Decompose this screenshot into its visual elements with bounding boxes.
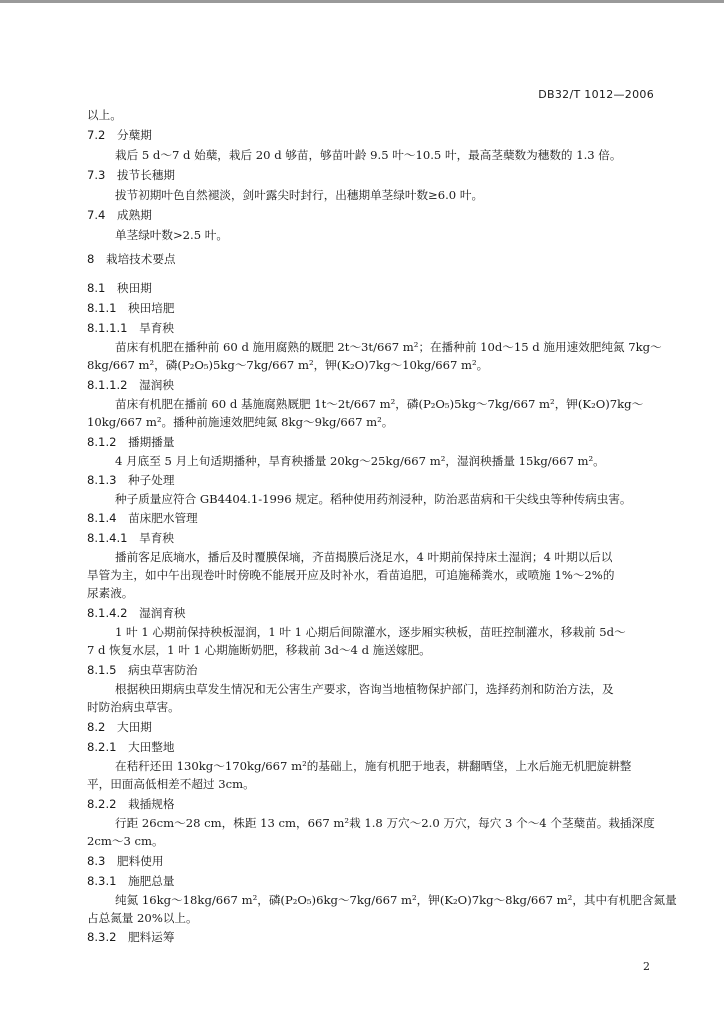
section-heading: 8.2.1 大田整地: [87, 740, 175, 754]
body-line: 旱管为主，如中午出现卷叶时傍晚不能展开应及时补水，看苗追肥，可追施稀粪水，或喷施 1%～2%的: [87, 568, 615, 582]
section-heading: 8.1.5 病虫草害防治: [87, 663, 198, 677]
body-line: 10kg/667 m²。播种前施速效肥纯氮 8kg～9kg/667 m²。: [87, 415, 394, 429]
body-line: 在秸秆还田 130kg～170kg/667 m²的基础上，施有机肥于地表，耕翻晒垡，上水后施无机肥旋耕整: [115, 759, 632, 773]
body-line: 8kg/667 m²，磷(P₂O₅)5kg～7kg/667 m²，钾(K₂O)7kg～10kg/667 m²。: [87, 358, 489, 372]
section-heading: 8.1.2 播期播量: [87, 435, 175, 449]
section-heading: 8.1.4.1 旱育秧: [87, 531, 174, 545]
body-line: 根据秧田期病虫草发生情况和无公害生产要求，咨询当地植物保护部门，选择药剂和防治方法，及: [115, 682, 614, 696]
body-line: 占总氮量 20%以上。: [87, 911, 198, 925]
section-heading: 7.3 拔节长穗期: [87, 168, 176, 182]
body-line: 纯氮 16kg～18kg/667 m²，磷(P₂O₅)6kg～7kg/667 m²，钾(K₂O)7kg～8kg/667 m²，其中有机肥含氮量: [115, 893, 677, 907]
section-heading: 8.3.1 施肥总量: [87, 874, 175, 888]
body-line: 7 d 恢复水层，1 叶 1 心期施断奶肥，移栽前 3d～4 d 施送嫁肥。: [87, 643, 431, 657]
section-heading: 8.3 肥料使用: [87, 854, 164, 868]
section-heading: 8.2.2 栽插规格: [87, 797, 175, 811]
body-line: 2cm～3 cm。: [87, 834, 164, 848]
body-line: 以上。: [87, 108, 122, 122]
section-heading: 8.1.1 秧田培肥: [87, 301, 175, 315]
section-heading: 7.2 分蘖期: [87, 128, 152, 142]
chapter-heading: 8 栽培技术要点: [87, 252, 176, 266]
body-line: 拔节初期叶色自然褪淡，剑叶露尖时封行，出穗期单茎绿叶数≥6.0 叶。: [115, 188, 484, 202]
section-heading: 8.1.4 苗床肥水管理: [87, 511, 198, 525]
section-heading: 7.4 成熟期: [87, 208, 152, 222]
body-line: 苗床有机肥在播种前 60 d 施用腐熟的厩肥 2t～3t/667 m²；在播种前 10d～15 d 施用速效肥纯氮 7kg～: [115, 340, 662, 354]
page-number: 2: [643, 960, 650, 973]
page-top-edge: [0, 0, 724, 3]
section-heading: 8.1.1.2 湿润秧: [87, 378, 174, 392]
body-line: 尿素液。: [87, 586, 134, 600]
body-line: 种子质量应符合 GB4404.1-1996 规定。稻种使用药剂浸种，防治恶苗病和干尖线虫等种传病虫害。: [115, 492, 632, 506]
body-line: 1 叶 1 心期前保持秧板湿润，1 叶 1 心期后间隙灌水，逐步厢实秧板，苗旺控制灌水，移栽前 5d～: [115, 625, 626, 639]
section-heading: 8.2 大田期: [87, 720, 152, 734]
body-line: 时防治病虫草害。: [87, 700, 180, 714]
body-line: 4 月底至 5 月上旬适期播种，旱育秧播量 20kg～25kg/667 m²，湿润秧播量 15kg/667 m²。: [115, 454, 605, 468]
section-heading: 8.1.3 种子处理: [87, 473, 175, 487]
body-line: 播前客足底墒水，播后及时覆膜保墒，齐苗揭膜后浇足水，4 叶期前保持床土湿润；4 叶期以后以: [115, 550, 613, 564]
body-line: 行距 26cm～28 cm，株距 13 cm，667 m²栽 1.8 万穴～2.0 万穴，每穴 3 个～4 个茎蘖苗。栽插深度: [115, 816, 655, 830]
section-heading: 8.1 秧田期: [87, 281, 152, 295]
body-line: 平，田面高低相差不超过 3cm。: [87, 777, 255, 791]
section-heading: 8.1.1.1 旱育秧: [87, 321, 174, 335]
body-line: 栽后 5 d～7 d 始蘖，栽后 20 d 够苗，够苗叶龄 9.5 叶～10.5 叶，最高茎蘖数为穗数的 1.3 倍。: [115, 148, 622, 162]
standard-number: DB32/T 1012—2006: [538, 88, 654, 101]
section-heading: 8.1.4.2 湿润育秧: [87, 606, 186, 620]
body-line: 单茎绿叶数>2.5 叶。: [115, 228, 228, 242]
body-line: 苗床有机肥在播前 60 d 基施腐熟厩肥 1t～2t/667 m²，磷(P₂O₅)5kg～7kg/667 m²，钾(K₂O)7kg～: [115, 397, 644, 411]
section-heading: 8.3.2 肥料运筹: [87, 930, 175, 944]
